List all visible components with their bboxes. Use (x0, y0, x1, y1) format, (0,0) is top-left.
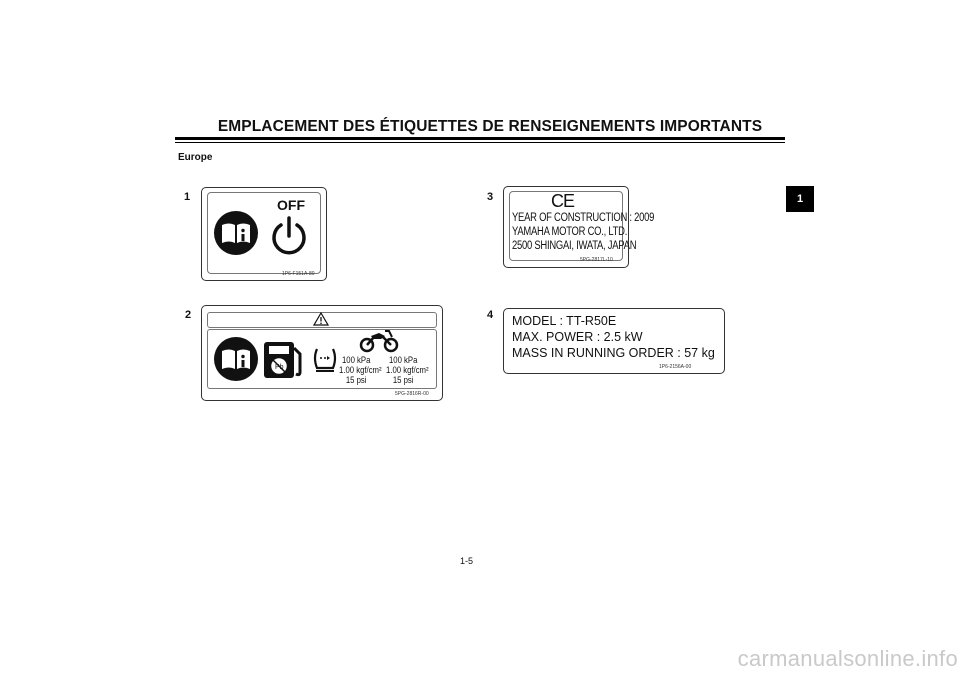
owners-manual-icon-2 (213, 336, 259, 382)
label-3-line-3: 2500 SHINGAI, IWATA, JAPAN (512, 240, 637, 252)
power-icon (269, 214, 309, 256)
label-4-line-2: MAX. POWER : 2.5 kW (512, 330, 643, 344)
pressure-rear-kgf: 1.00 kgf/cm² (386, 365, 429, 375)
tire-pressure-icon (312, 346, 338, 372)
pressure-rear-psi: 15 psi (392, 375, 414, 385)
svg-text:Pb: Pb (275, 364, 284, 371)
pressure-front (339, 355, 382, 385)
pressure-front-kpa: 100 kPa (341, 355, 371, 365)
page-title: EMPLACEMENT DES ÉTIQUETTES DE RENSEIGNEMENTS IMPORTANTS (217, 118, 763, 135)
label-4-line-3: MASS IN RUNNING ORDER : 57 kg (512, 346, 715, 360)
label-4-code: 1P6-2156A-00 (659, 364, 692, 370)
pressure-front-psi: 15 psi (345, 375, 367, 385)
title-rule-thin (175, 142, 785, 143)
motorcycle-icon (359, 327, 399, 353)
label-2-number: 2 (185, 309, 192, 321)
label-3-line-2: YAMAHA MOTOR CO., LTD. (512, 226, 628, 238)
label-1-number: 1 (184, 191, 191, 203)
region-heading: Europe (178, 152, 213, 163)
label-1-code: 1P6-F151A-80 (282, 271, 315, 277)
unleaded-fuel-icon (262, 338, 308, 382)
title-rule (175, 137, 785, 140)
label-3-number: 3 (487, 191, 494, 203)
label-3-code: 5PG-2817L-10 (580, 257, 613, 263)
watermark-text: carmanualsonline.info (737, 646, 958, 671)
owners-manual-icon (213, 210, 259, 256)
label-2-code: 5PG-2816R-00 (395, 391, 429, 397)
chapter-tab: 1 (786, 186, 814, 212)
pressure-front-kgf: 1.00 kgf/cm² (339, 365, 382, 375)
pressure-rear-kpa: 100 kPa (388, 355, 418, 365)
label-4-line-1: MODEL : TT-R50E (512, 314, 617, 328)
page-number: 1-5 (460, 556, 474, 566)
label-4-number: 4 (487, 309, 494, 321)
off-text: OFF (277, 197, 305, 213)
warning-triangle-icon (313, 312, 329, 326)
label-3-line-1: YEAR OF CONSTRUCTION : 2009 (512, 212, 655, 224)
ce-mark: CE (551, 191, 575, 211)
pressure-rear (386, 355, 429, 385)
